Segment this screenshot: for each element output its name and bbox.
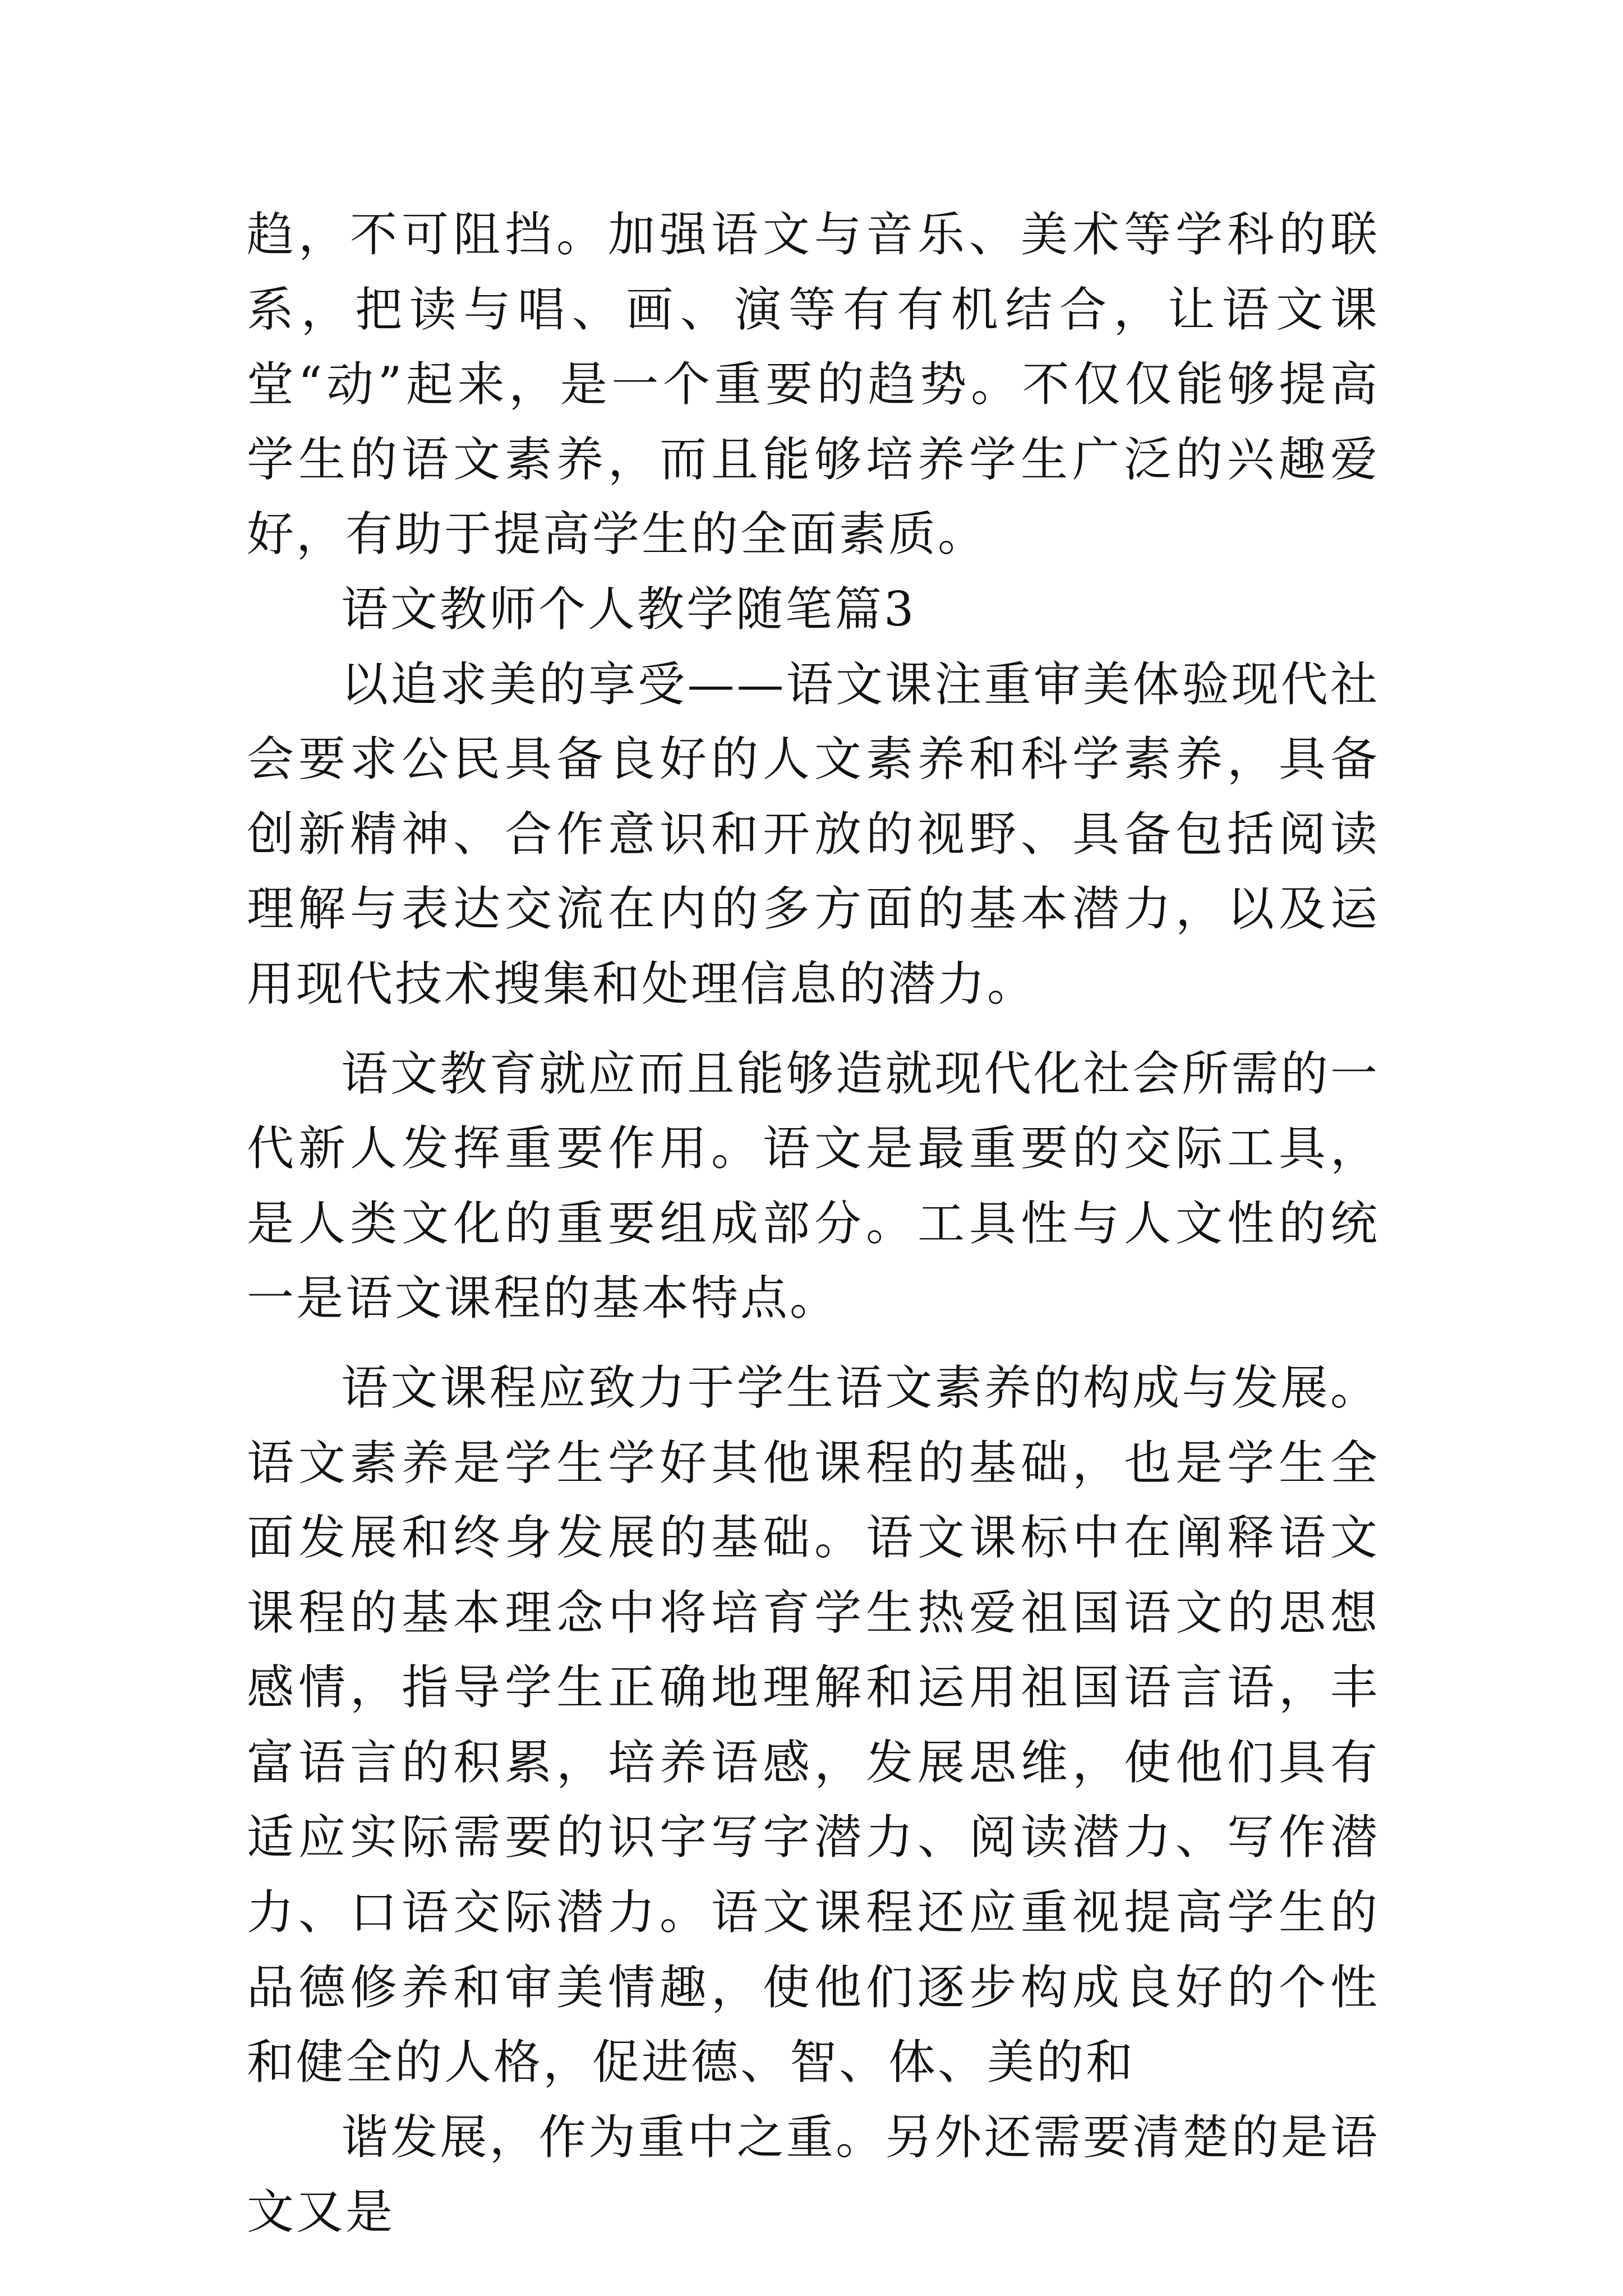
- paragraph-harmonious-development: 谐发展，作为重中之重。另外还需要清楚的是语文又是: [247, 2109, 1380, 2240]
- paragraph-aesthetic-experience: 以追求美的享受——语文课注重审美体验现代社会要求公民具备良好的人文素养和科学素养，具备创新精神、合作意识和开放的视野、具备包括阅读理解与表达交流在内的多方面的基本潜力，以及运用现代技术搜集和处理信息的潜力。: [247, 656, 1380, 1011]
- document-body: [247, 197, 1380, 2250]
- section-heading: 语文教师个人教学随笔篇3: [341, 581, 916, 637]
- paragraph-curriculum: 语文课程应致力于学生语文素养的构成与发展。语文素养是学生学好其他课程的基础，也是学生全面发展和终身发展的基础。语文课标中在阐释语文课程的基本理念中将培育学生热爱祖国语文的思想感情，指导学生正确地理解和运用祖国语言语，丰富语言的积累，培养语感，发展思维，使他们具有适应实际需要的识字写字潜力、阅读潜力、写作潜力、口语交际潜力。语文课程还应重视提高学生的品德修养和审美情趣，使他们逐步构成良好的个性和健全的人格，促进德、智、体、美的和: [247, 1360, 1380, 2090]
- paragraph-education-role: 语文教育就应而且能够造就现代化社会所需的一代新人发挥重要作用。语文是最重要的交际工具，是人类文化的重要组成部分。工具性与人文性的统一是语文课程的基本特点。: [247, 1046, 1380, 1326]
- paragraph-continued-trend: 趋，不可阻挡。加强语文与音乐、美术等学科的联系，把读与唱、画、演等有有机结合，让语文课堂“动”起来，是一个重要的趋势。不仅仅能够提高学生的语文素养，而且能够培养学生广泛的兴趣爱好，有助于提高学生的全面素质。: [247, 207, 1380, 562]
